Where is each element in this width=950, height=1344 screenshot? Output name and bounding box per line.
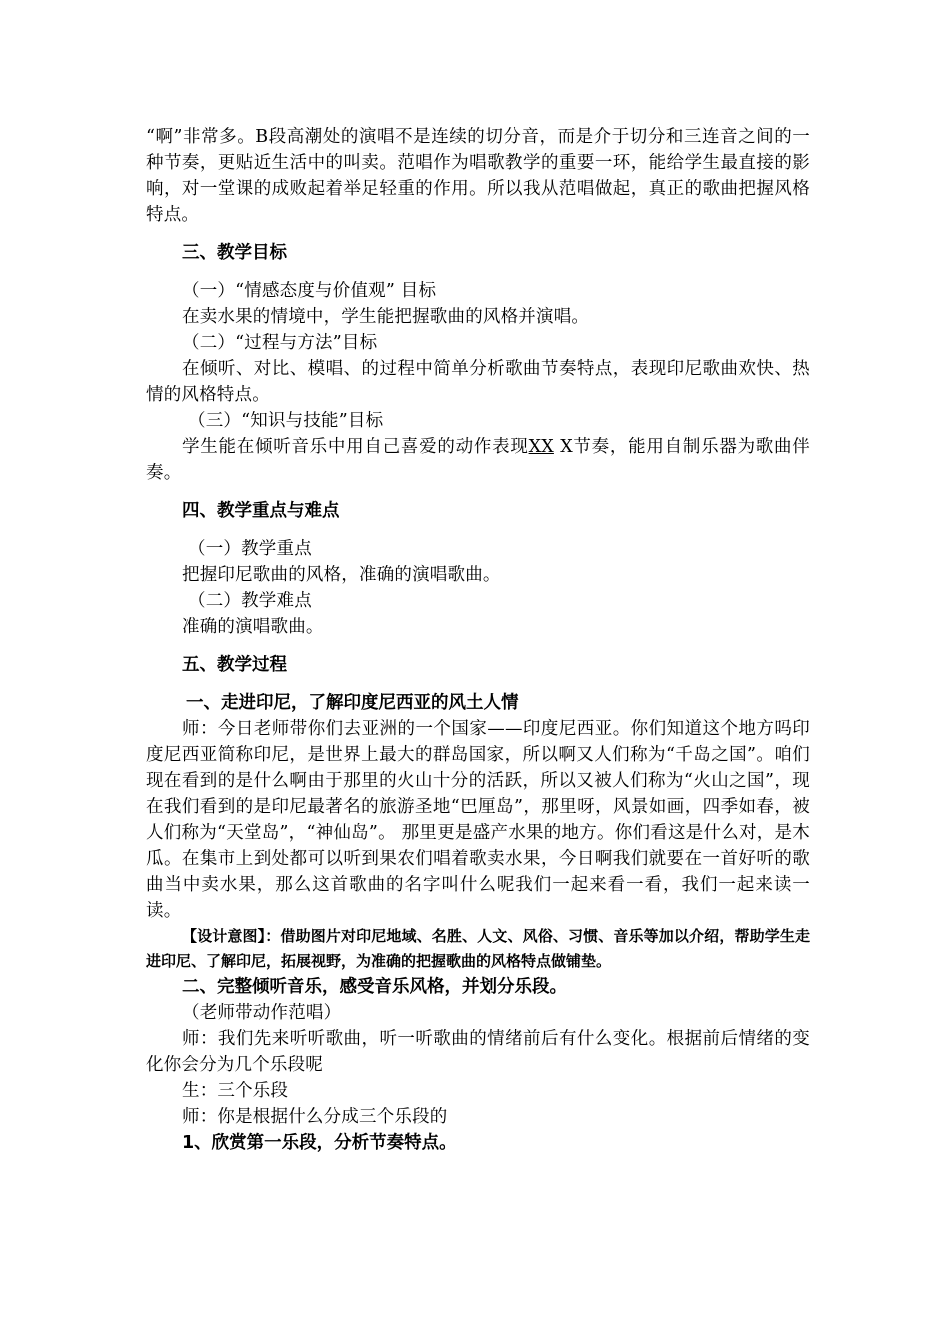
part2-step1: 1、欣赏第一乐段，分析节奏特点。 <box>182 1133 457 1153</box>
rhythm-notation: XX <box>528 437 554 457</box>
part2-heading: 二、完整倾听音乐，感受音乐风格，并划分乐段。 <box>182 977 567 997</box>
goal3-title: （三）“知识与技能”目标 <box>188 411 384 431</box>
part1-heading: 一、走进印尼，了解印度尼西亚的风土人情 <box>186 693 519 713</box>
goal2-text: 在倾听、对比、模唱、的过程中简单分析歌曲节奏特点，表现印尼歌曲欢快、热情的风格特点。 <box>146 359 810 405</box>
goal3-text <box>146 434 810 486</box>
part1-text: 师：今日老师带你们去亚洲的一个国家——印度尼西亚。你们知道这个地方吗印度尼西亚简称印尼，是世界上最大的群岛国家，所以啊又人们称为“千岛之国”。咱们现在看到的是什么啊由于那里的火山十分的活跃，所以又被人们称为“火山之国”，现在我们看到的是印尼最著名的旅游圣地“巴厘岛”，那里呀，风景如画，四季如春，被人们称为“天堂岛”，“神仙岛”。 那里更是盛产水果的地方。你们看这是什么对，是木瓜。在集市上到处都可以听到果农们唱着歌卖水果，今日啊我们就要在一首好听的歌曲当中卖水果，那么这首歌曲的名字叫什么呢我们一起来看一看，我们一起来读一读。 <box>146 719 810 921</box>
goal3-text-part-a: 学生能在倾听音乐中用自己喜爱的动作表现 <box>182 437 529 457</box>
goal3-text-part-b: X节奏，能用自制乐器为歌曲伴奏。 <box>146 437 810 483</box>
key-point-text: 把握印尼歌曲的风格，准确的演唱歌曲。 <box>182 565 501 585</box>
intro-paragraph: “啊”非常多。B段高潮处的演唱不是连续的切分音，而是介于切分和三连音之间的一种节奏，更贴近生活中的叫卖。范唱作为唱歌教学的重要一环，能给学生最直接的影响，对一堂课的成败起着举足轻重的作用。所以我从范唱做起，真正的歌曲把握风格特点。 <box>146 127 810 225</box>
goal1-text: 在卖水果的情境中，学生能把握歌曲的风格并演唱。 <box>182 307 590 327</box>
goal2-title: （二）“过程与方法”目标 <box>182 333 378 353</box>
section-heading-key-points: 四、教学重点与难点 <box>182 501 340 521</box>
design-intent-note: 【设计意图】：借助图片对印尼地域、名胜、人文、风俗、习惯、音乐等加以介绍，帮助学生走进印尼、了解印尼，拓展视野，为准确的把握歌曲的风格特点做铺垫。 <box>146 927 810 970</box>
part2-teacher-question: 师：我们先来听听歌曲，听一听歌曲的情绪前后有什么变化。根据前后情绪的变化你会分为几个乐段呢 <box>146 1029 810 1075</box>
goal1-title: （一）“情感态度与价值观” 目标 <box>182 281 437 301</box>
difficulty-text: 准确的演唱歌曲。 <box>182 617 324 637</box>
part2-teacher-followup: 师：你是根据什么分成三个乐段的 <box>182 1107 448 1127</box>
part2-note: （老师带动作范唱） <box>182 1003 342 1023</box>
section-heading-teaching-process: 五、教学过程 <box>182 655 287 675</box>
difficulty-title: （二）教学难点 <box>188 591 312 611</box>
document-body <box>146 124 810 1156</box>
key-point-title: （一）教学重点 <box>188 539 312 559</box>
part2-student-answer: 生：三个乐段 <box>182 1081 289 1101</box>
section-heading-teaching-goals: 三、教学目标 <box>182 243 287 263</box>
